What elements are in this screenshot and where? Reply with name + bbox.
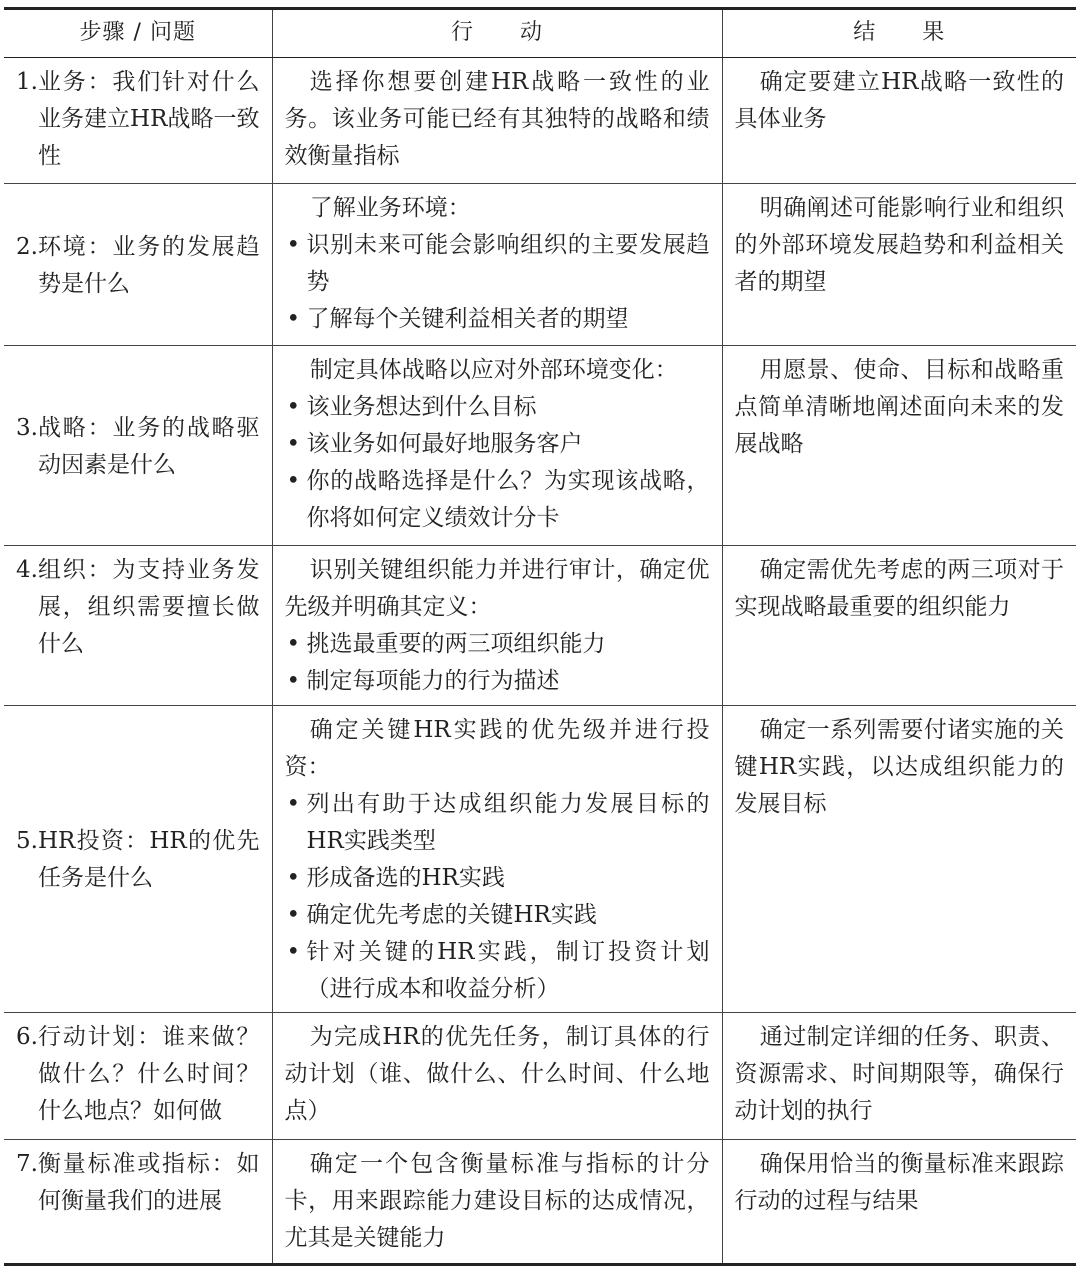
bullet-item: • 挑选最重要的两三项组织能力 <box>285 626 710 663</box>
bullet-item: • 列出有助于达成组织能力发展目标的HR实践类型 <box>285 786 710 860</box>
action-cell <box>272 546 722 706</box>
result-cell <box>722 346 1076 546</box>
action-bullets <box>285 626 710 700</box>
table-row <box>4 1140 1076 1265</box>
step-number: 7. <box>16 1151 38 1177</box>
step-question: 业务：我们针对什么业务建立HR战略一致性 <box>37 69 260 169</box>
bullet-item: • 针对关键的HR实践，制订投资计划（进行成本和收益分析） <box>285 934 710 1008</box>
step-cell <box>4 346 272 546</box>
action-intro: 确定关键HR实践的优先级并进行投资： <box>284 717 710 780</box>
step-question: HR投资：HR的优先任务是什么 <box>37 828 260 891</box>
action-intro: 识别关键组织能力并进行审计，确定优先级并明确其定义： <box>284 557 710 620</box>
bullet-item: • 形成备选的HR实践 <box>285 860 710 897</box>
table-row <box>4 346 1076 546</box>
action-bullets <box>285 389 710 537</box>
step-cell <box>4 706 272 1013</box>
action-cell <box>272 346 722 546</box>
action-cell <box>272 1140 722 1265</box>
step-question: 战略：业务的战略驱动因素是什么 <box>37 414 260 478</box>
result-cell <box>722 546 1076 706</box>
result-text: 通过制定详细的任务、职责、资源需求、时间期限等，确保行动计划的执行 <box>734 1024 1064 1124</box>
bullet-item: • 了解每个关键利益相关者的期望 <box>285 301 710 338</box>
action-cell <box>272 1013 722 1140</box>
table-row <box>4 546 1076 706</box>
result-cell <box>722 184 1076 346</box>
step-number: 3. <box>16 414 38 441</box>
bullet-item: • 该业务如何最好地服务客户 <box>285 426 710 463</box>
step-number: 5. <box>16 828 38 854</box>
result-text: 确定要建立HR战略一致性的具体业务 <box>734 69 1064 132</box>
step-number: 1. <box>16 69 38 95</box>
bullet-item: • 确定优先考虑的关键HR实践 <box>285 897 710 934</box>
result-text: 明确阐述可能影响行业和组织的外部环境发展趋势和利益相关者的期望 <box>734 195 1064 295</box>
result-cell <box>722 1013 1076 1140</box>
bullet-item: • 你的战略选择是什么？为实现该战略，你将如何定义绩效计分卡 <box>285 463 710 537</box>
header-action: 行 动 <box>272 9 722 58</box>
action-intro: 选择你想要创建HR战略一致性的业务。该业务可能已经有其独特的战略和绩效衡量指标 <box>284 69 710 169</box>
bullet-item: • 制定每项能力的行为描述 <box>285 663 710 700</box>
step-cell <box>4 58 272 184</box>
step-cell <box>4 184 272 346</box>
table-row <box>4 58 1076 184</box>
table-row <box>4 1013 1076 1140</box>
step-cell <box>4 546 272 706</box>
result-text: 确定需优先考虑的两三项对于实现战略最重要的组织能力 <box>734 557 1064 620</box>
bullet-item: • 识别未来可能会影响组织的主要发展趋势 <box>285 227 710 301</box>
result-text: 用愿景、使命、目标和战略重点简单清晰地阐述面向未来的发展战略 <box>734 357 1064 457</box>
result-text: 确定一系列需要付诸实施的关键HR实践，以达成组织能力的发展目标 <box>734 717 1064 817</box>
action-intro: 制定具体战略以应对外部环境变化： <box>309 357 678 383</box>
action-bullets <box>285 786 710 1008</box>
step-number: 2. <box>16 233 38 260</box>
step-number: 6. <box>16 1024 38 1050</box>
table-row <box>4 706 1076 1013</box>
action-cell <box>272 706 722 1013</box>
step-cell <box>4 1013 272 1140</box>
step-question: 衡量标准或指标：如何衡量我们的进展 <box>37 1151 260 1214</box>
action-cell <box>272 184 722 346</box>
bullet-item: • 该业务想达到什么目标 <box>285 389 710 426</box>
action-intro: 为完成HR的优先任务，制订具体的行动计划（谁、做什么、什么时间、什么地点） <box>284 1024 710 1124</box>
action-bullets <box>285 227 710 338</box>
step-cell <box>4 1140 272 1265</box>
result-text: 确保用恰当的衡量标准来跟踪行动的过程与结果 <box>734 1151 1064 1214</box>
header-row <box>4 9 1076 58</box>
result-cell <box>722 706 1076 1013</box>
action-intro: 了解业务环境： <box>309 195 471 221</box>
action-intro: 确定一个包含衡量标准与指标的计分卡，用来跟踪能力建设目标的达成情况，尤其是关键能力 <box>284 1151 710 1251</box>
step-question: 环境：业务的发展趋势是什么 <box>37 233 260 297</box>
step-question: 行动计划：谁来做？做什么？什么时间？什么地点？如何做 <box>37 1024 260 1124</box>
step-question: 组织：为支持业务发展，组织需要擅长做什么 <box>37 557 260 657</box>
action-cell <box>272 58 722 184</box>
header-result: 结 果 <box>722 9 1076 58</box>
result-cell <box>722 58 1076 184</box>
result-cell <box>722 1140 1076 1265</box>
hr-strategy-alignment-table <box>4 7 1076 1266</box>
table-row <box>4 184 1076 346</box>
step-number: 4. <box>16 557 38 583</box>
header-step: 步骤 / 问题 <box>4 9 272 58</box>
